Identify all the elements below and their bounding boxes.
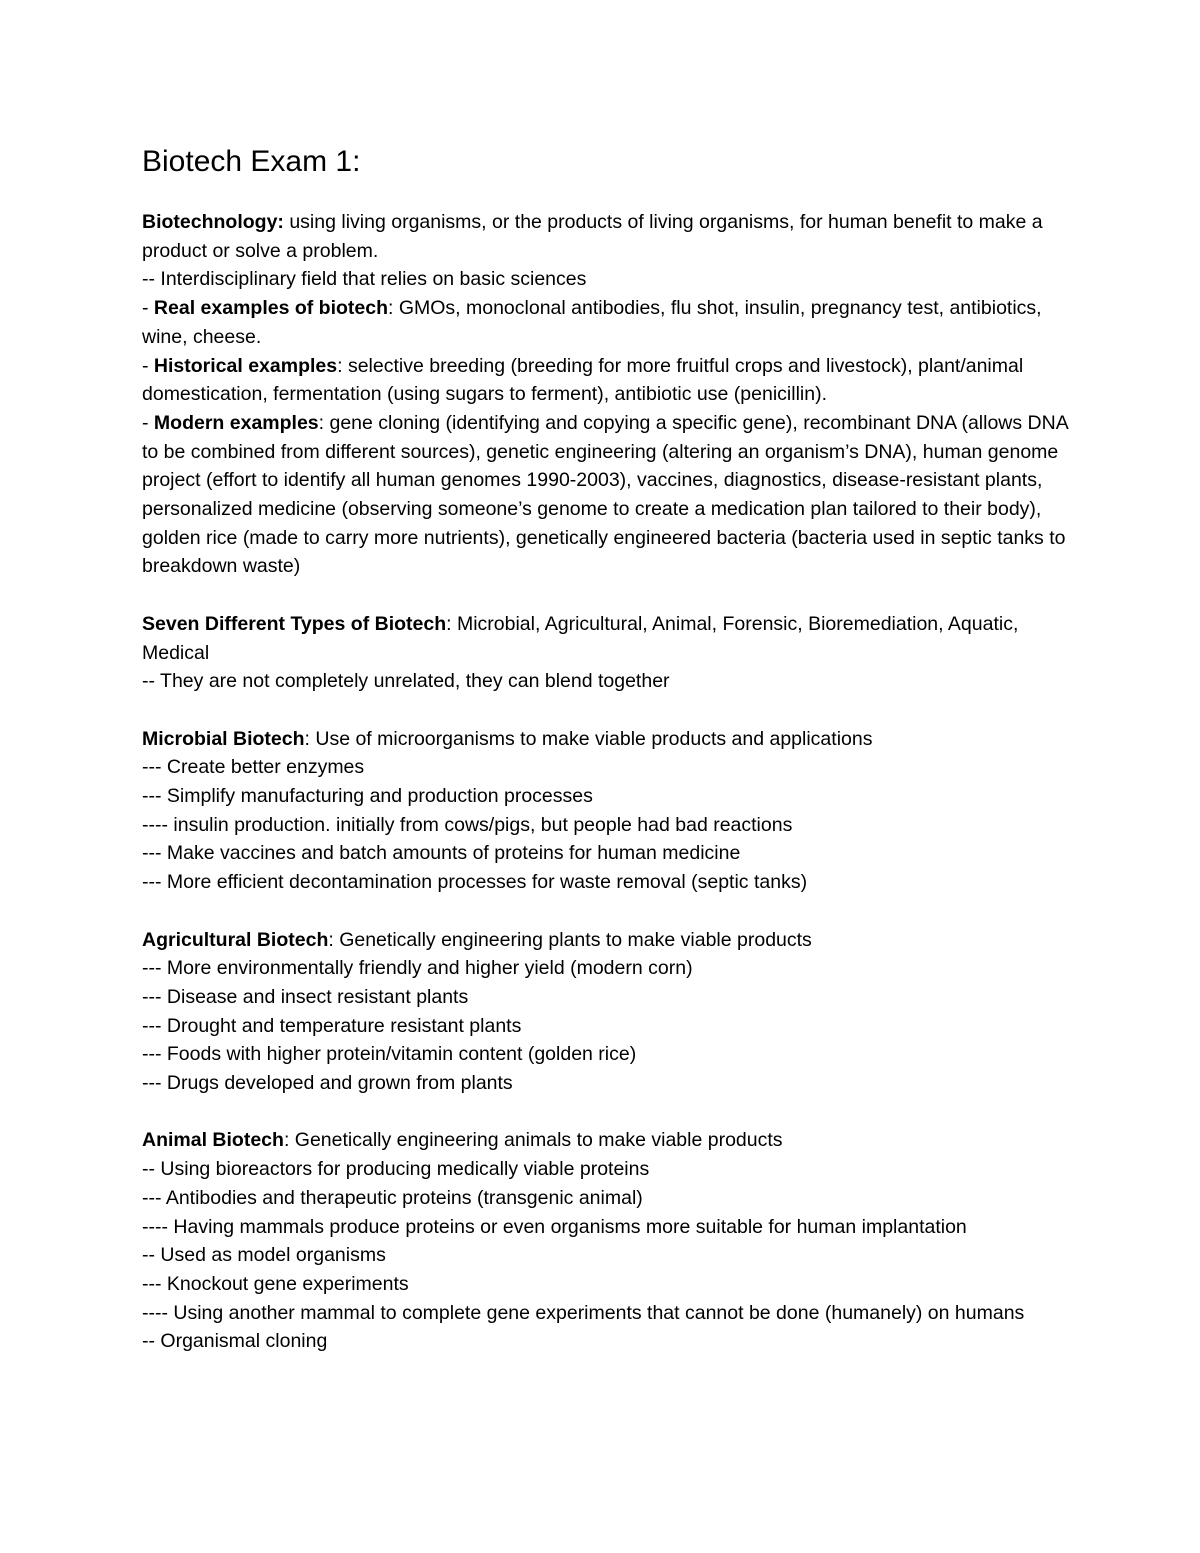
agricultural-heading: Agricultural Biotech: Genetically engineering plants to make viable products [142, 928, 812, 951]
list-item: ---- Using another mammal to complete gene experiments that cannot be done (humanely) on humans [142, 1301, 1025, 1324]
list-item: --- More efficient decontamination processes for waste removal (septic tanks) [142, 871, 808, 894]
term-animal-biotech: Animal Biotech [142, 1129, 284, 1152]
list-item: -- Organismal cloning [142, 1330, 328, 1353]
modern-examples-line: - Modern examples: gene cloning (identifying and copying a specific gene), recombinant DNA (allows DNA to be combined from different sources), genetic engineering (altering an organism’s DNA), human genome project (effort to identify all human genomes 1990-2003), vaccines, diagnostics, disease-resistant plants, personalized medicine (observing someone’s genome to create a medication plan tailored to their body), golden rice (made to carry more nutrients), genetically engineered bacteria (bacteria used in septic tanks to breakdown waste) [142, 411, 1068, 578]
term-agricultural-biotech: Agricultural Biotech [142, 928, 329, 951]
real-examples-line: - Real examples of biotech: GMOs, monoclonal antibodies, flu shot, insulin, pregnancy test, antibiotics, wine, cheese. [142, 297, 1042, 348]
term-modern-examples: Modern examples [153, 411, 319, 434]
list-item: --- Foods with higher protein/vitamin content (golden rice) [142, 1043, 637, 1066]
list-item: -- Interdisciplinary field that relies on basic sciences [142, 268, 587, 291]
section-spacer [142, 696, 1072, 725]
document-title: Biotech Exam 1: [142, 145, 361, 178]
document-body [142, 140, 1072, 1356]
list-item: ---- Having mammals produce proteins or even organisms more suitable for human implantation [142, 1215, 967, 1238]
list-item: --- Create better enzymes [142, 756, 365, 779]
list-item: --- Simplify manufacturing and production processes [142, 785, 593, 808]
term-microbial-biotech: Microbial Biotech [142, 727, 305, 750]
historical-examples-line: - Historical examples: selective breeding (breeding for more fruitful crops and livestock), plant/animal domestication, fermentation (using sugars to ferment), antibiotic use (penicillin). [142, 354, 1024, 406]
animal-heading: Animal Biotech: Genetically engineering animals to make viable products [142, 1129, 783, 1152]
list-item: ---- insulin production. initially from cows/pigs, but people had bad reactions [142, 813, 793, 836]
list-item: --- More environmentally friendly and higher yield (modern corn) [142, 957, 693, 980]
list-item: -- Using bioreactors for producing medically viable proteins [142, 1158, 650, 1181]
term-biotechnology: Biotechnology: [142, 211, 284, 233]
list-item: --- Antibodies and therapeutic proteins (transgenic animal) [142, 1186, 643, 1209]
term-historical-examples: Historical examples [153, 354, 338, 377]
list-item: --- Make vaccines and batch amounts of proteins for human medicine [142, 842, 741, 865]
section-spacer [142, 897, 1072, 926]
biotechnology-definition: Biotechnology: using living organisms, or the products of living organisms, for human benefit to make a product or solve a problem. [142, 211, 1043, 262]
list-item: -- They are not completely unrelated, they can blend together [142, 670, 670, 693]
term-real-examples: Real examples of biotech [153, 297, 388, 320]
section-spacer [142, 1098, 1072, 1127]
list-item: --- Disease and insect resistant plants [142, 985, 469, 1008]
seven-types-line: Seven Different Types of Biotech: Microbial, Agricultural, Animal, Forensic, Bioremediation, Aquatic, Medical [142, 612, 1019, 664]
section-spacer [142, 581, 1072, 610]
list-item: --- Drugs developed and grown from plants [142, 1072, 513, 1095]
list-item: --- Knockout gene experiments [142, 1272, 409, 1295]
microbial-heading: Microbial Biotech: Use of microorganisms to make viable products and applications [142, 727, 873, 750]
list-item: -- Used as model organisms [142, 1244, 386, 1267]
list-item: --- Drought and temperature resistant plants [142, 1014, 522, 1037]
term-seven-types: Seven Different Types of Biotech [142, 612, 447, 635]
